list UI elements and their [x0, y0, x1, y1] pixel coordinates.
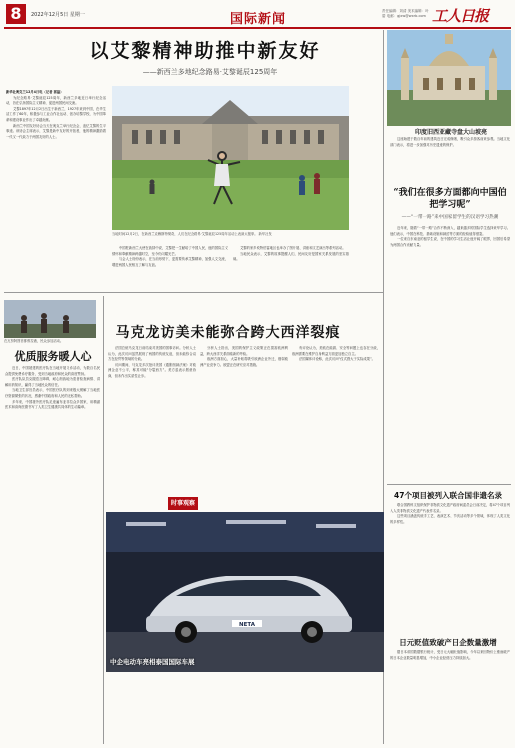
right-paragraph: 一位来自东南亚的留学生说，在中国的学习生活让他开阔了眼界，回国后希望为两国合作贡献力量。 [390, 237, 510, 247]
story2-paragraph: 法国媒体评论称，此次访问“仪式感大于实际成果”。 [299, 357, 375, 362]
story2-column-2 [200, 346, 288, 492]
tai-chi-photo [112, 86, 349, 230]
sidebar-photo [4, 300, 96, 338]
right-paragraph: 近年来，随着“一带一路”合作不断深入，越来越多的国际学生选择来华学习。他们表示，中国在科技、基础设施和减贫等方面的经验值得借鉴。 [390, 226, 510, 236]
story2-headline: 马克龙访美未能弥合跨大西洋裂痕 [115, 325, 341, 341]
sidebar-paragraph: 当地卫生部官员表示，中国医疗队的到来极大缓解了当地医疗资源紧张的状况，感谢中国政府和人民的无私帮助。 [5, 388, 100, 398]
lead-paragraph: 新西兰中国友好协会当天在奥克兰举行纪念会，追忆艾黎的生平事迹。该协会主席表示，艾黎是新中友好的开拓者，他的精神激励着一代又一代致力于两国友好的人士。 [6, 123, 106, 139]
column-tag: 时事观察 [168, 497, 198, 510]
yen-paragraph: 据日本帝国数据银行统计，受日元大幅贬值影响，今年以来因物价上涨而破产的日本企业数量明显增加，中小企业经营压力持续加大。 [390, 650, 510, 660]
section-divider [387, 484, 511, 485]
sidebar-paragraph: 医疗队队员克服语言障碍，耐心细致地为患者检查病情、讲解用药知识，赢得了当地民众的信任。 [5, 377, 100, 387]
right-feature-subhead: ——“一带一路”来中国家留学生的汉语学习热潮 [401, 215, 499, 220]
page-number: 8 [6, 4, 26, 24]
story2-paragraph: 有评论认为，美欧在能源、安全等问题上也存在分歧，欧洲需要在维护自身利益方面更加独立自主。 [292, 346, 380, 356]
story2-paragraph: 访问期间，马克龙多次批评美国《通胀削减法案》对欧洲企业不公平，称其可能“分裂西方”。美方虽表示愿意协商，但未作出实质性让步。 [108, 362, 196, 378]
right-feature-headline: “我们在很多方面都向中国伯把学习呢” [393, 188, 507, 210]
heritage-paragraph: 这些项目涵盖传统手工艺、表演艺术、节庆活动等多个领域，体现了人类文化的多样性。 [390, 514, 510, 524]
lead-paragraph: 艾黎的家乡坎特伯雷地区也举办了图片展、讲座和文艺演出等系列活动。 [240, 246, 346, 250]
lead-column-2 [112, 246, 228, 318]
auto-show-photo [106, 512, 384, 672]
lead-paragraph: 与会人士纷纷表示，在当前形势下，更需要传承艾黎精神，加强人文交流，增进两国人民相互了解与友谊。 [112, 257, 228, 267]
heritage-headline: 47个项目被列入联合国非遗名录 [394, 491, 502, 500]
story2-paragraph: 欧洲方面担心，大量补贴将吸引欧洲企业外迁，削弱欧洲产业竞争力。欧盟正在研究应对措施。 [200, 357, 288, 367]
right-photo-caption: 印度旧西亚藏寺盘大山坡亮 [414, 129, 487, 136]
story2-column-3 [292, 346, 380, 492]
lead-column-3 [233, 246, 349, 318]
sidebar-headline: 优质服务暖人心 [14, 350, 92, 363]
sidebar-text [5, 366, 100, 744]
license-plate: NETA [239, 622, 255, 628]
sidebar-paragraph: 近日，中国援建的医疗队在当地开展义诊活动，为数百名民众提供免费诊疗服务，受到当地政府和民众的高度赞扬。 [5, 366, 100, 376]
lead-paragraph: 当地民众表示，艾黎的故事提醒人们，民间友好是国家关系发展的坚实基础。 [233, 251, 349, 262]
people-image [4, 300, 96, 338]
story2-paragraph: 法国总统马克龙日前结束对美国的国事访问。分析人士认为，此次访问虽然展现了两国的传统友谊，但未能弥合双方在经贸等领域的分歧。 [108, 346, 196, 362]
right-column-text [390, 137, 510, 185]
section-divider [4, 292, 383, 293]
heritage-paragraph: 联合国教科文组织保护非物质文化遗产政府间委员会日前决定，将47个项目列入人类非物质文化遗产代表作名录。 [390, 503, 510, 513]
section-title: 国际新闻 [230, 12, 287, 27]
electric-car-image [106, 512, 384, 672]
lead-paragraph: 为纪念路易·艾黎诞辰125周年，新西兰多地近日举行纪念活动，旨在弘扬国际主义精神，促进两国民间交流。 [6, 95, 106, 106]
lead-photo [112, 86, 349, 230]
lead-paragraph: 中国驻新西兰大使在致辞中说，艾黎把一生献给了中国人民，他的国际主义情怀和奉献精神跨越时空，至今仍闪耀光芒。 [112, 246, 228, 256]
mosque-image [387, 30, 511, 126]
lead-paragraph: 艾黎1897年12月2日出生于新西兰，1927年来到中国，在华生活工作了60年，积极参与工业合作社运动、创办培黎学校，为中国革命和建设事业作出了卓越贡献。 [6, 106, 106, 122]
column-divider [103, 296, 104, 744]
masthead [0, 0, 515, 30]
cathedral-photo [387, 30, 511, 126]
lead-byline: 新华社奥克兰12月4日电（记者 郭磊） [6, 90, 64, 94]
editor-info: 责任编辑：刘清 美术编辑：叶碧 电邮：gjxw@wxrb.com [382, 9, 429, 18]
right-feature-text [390, 226, 510, 480]
lead-subhead: ——新西兰多地纪念路易·艾黎诞辰125周年 [142, 68, 278, 76]
heritage-text [390, 503, 510, 631]
right-paragraph: 这座始建于数百年前的建筑近日完成修缮，吸引众多游客前来参观。当地文化部门表示，将进一步加强对历史遗迹的保护。 [390, 137, 510, 147]
auto-photo-caption: 中企电动车亮相泰国国际车展 [110, 658, 195, 666]
story2-paragraph: 分析人士指出，美国的保护主义政策正在损害欧洲利益，跨大西洋关系面临新的考验。 [200, 346, 288, 356]
date-line: 2022年12月5日 星期一 [31, 12, 85, 18]
sidebar-paragraph: 多年来，中国援外医疗队足迹遍布亚非拉众多国家，用精湛医术和高尚医德书写了人类卫生健康共同体的生动篇章。 [5, 399, 100, 410]
yen-headline: 日元贬值致破产日企数量激增 [399, 638, 497, 647]
lead-headline: 以艾黎精神助推中新友好 [89, 40, 321, 62]
sidebar-photo-caption: 在瓦努阿图首都维拉港，民众参加活动。 [4, 339, 64, 343]
newspaper-logo: 工人日报 [432, 7, 489, 25]
story2-column-1 [108, 346, 196, 492]
yen-text [390, 650, 510, 744]
lead-column-1 [6, 90, 106, 290]
masthead-rule [4, 27, 511, 29]
lead-photo-caption: 当地时间12月2日，在新西兰克赖斯特彻奇，人们在纪念路易·艾黎诞辰125周年活动上表演太极拳。 新华社发 [112, 232, 272, 236]
